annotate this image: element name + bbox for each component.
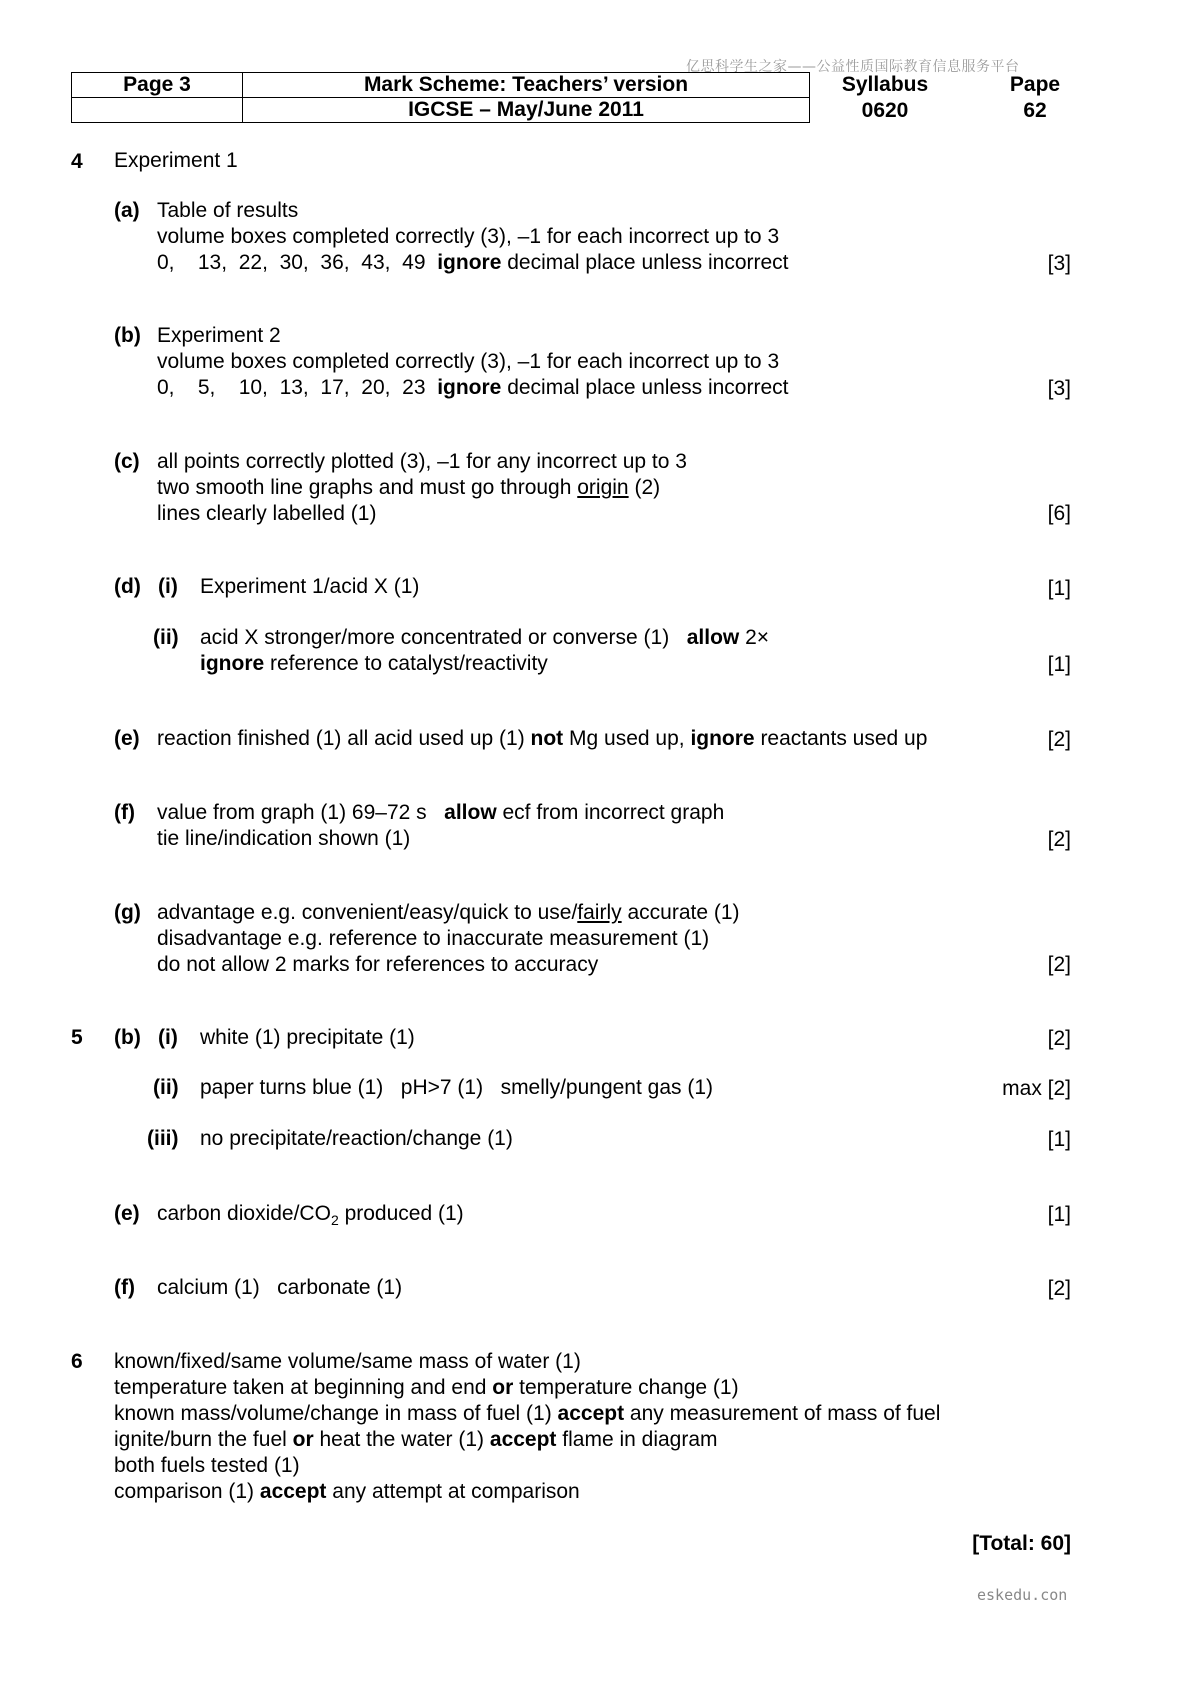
part-5e-mark: [1] <box>1047 1203 1071 1226</box>
part-4a-text: Table of results volume boxes completed correctly (3), –1 for each incorrect up to 3 0, 13, 22, 30, 36, 43, 49 ignore decimal place unless incorrect <box>157 199 789 274</box>
question-6-text: known/fixed/same volume/same mass of water (1) temperature taken at beginning and end or temperature change (1) known mass/volume/change in mass of fuel (1) accept any measurement of mass of fuel ignite/burn the fuel or heat the water (1) accept flame in diagram both fuels tested (1) comparison (1) accept any attempt at comparison <box>114 1350 941 1503</box>
part-5b-i-mark: [2] <box>1047 1027 1071 1050</box>
part-4a-mark: [3] <box>1047 252 1071 275</box>
header-title: Mark Scheme: Teachers’ version <box>243 73 810 98</box>
part-4c-mark: [6] <box>1047 502 1071 525</box>
question-4-number: 4 <box>71 150 83 173</box>
part-4b-label: (b) <box>114 324 141 347</box>
part-5b-ii-text: paper turns blue (1) pH>7 (1) smelly/pungent gas (1) <box>200 1076 714 1099</box>
part-4f-label: (f) <box>114 801 135 824</box>
part-5e-text: carbon dioxide/$CO_2$ produced (1) <box>157 1202 464 1229</box>
part-5b-ii-label: (ii) <box>153 1076 179 1099</box>
part-5b-iii-label: (iii) <box>147 1127 179 1150</box>
part-4f-text: value from graph (1) 69–72 s allow ecf from incorrect graph tie line/indication shown (1) <box>157 801 725 850</box>
part-4d-ii-text: acid X stronger/more concentrated or converse (1) allow 2× ignore reference to catalyst/reactivity <box>200 626 770 675</box>
header-exam: IGCSE – May/June 2011 <box>243 98 810 123</box>
part-4d-i-text: Experiment 1/acid X (1) <box>200 575 420 598</box>
part-4e-mark: [2] <box>1047 728 1071 751</box>
watermark-text: 亿思科学生之家——公益性质国际教育信息服务平台 <box>686 59 1020 75</box>
header-page: Page 3 <box>72 73 243 98</box>
part-4a-label: (a) <box>114 199 140 222</box>
part-5f-text: calcium (1) carbonate (1) <box>157 1276 403 1299</box>
part-4g-label: (g) <box>114 901 141 924</box>
part-4c-text: all points correctly plotted (3), –1 for any incorrect up to 3 two smooth line graphs and must go through origin (2) lines clearly labelled (1) <box>157 450 687 525</box>
part-5f-label: (f) <box>114 1276 135 1299</box>
part-4f-mark: [2] <box>1047 828 1071 851</box>
part-4d-ii-mark: [1] <box>1047 653 1071 676</box>
footer-site: eskedu.con <box>977 1586 1068 1604</box>
part-5b-iii-text: no precipitate/reaction/change (1) <box>200 1127 513 1150</box>
part-5b-label: (b) <box>114 1026 141 1049</box>
part-4b-mark: [3] <box>1047 377 1071 400</box>
header-syllabus-value: 0620 <box>861 99 909 122</box>
question-6-number: 6 <box>71 1350 83 1373</box>
part-5b-iii-mark: [1] <box>1047 1128 1071 1151</box>
part-5f-mark: [2] <box>1047 1277 1071 1300</box>
part-4d-i-label: (i) <box>158 575 178 598</box>
header-paper-label: Pape <box>1009 73 1061 96</box>
part-4e-label: (e) <box>114 727 140 750</box>
part-4g-mark: [2] <box>1047 953 1071 976</box>
part-4d-ii-label: (ii) <box>153 626 179 649</box>
part-4g-text: advantage e.g. convenient/easy/quick to use/fairly accurate (1) disadvantage e.g. reference to inaccurate measurement (1) do not allow 2 marks for references to accuracy <box>157 901 740 976</box>
part-5e-label: (e) <box>114 1202 140 1225</box>
header-syllabus-label: Syllabus <box>841 73 929 96</box>
header-paper-value: 62 <box>1023 99 1047 122</box>
header-empty-cell <box>72 98 243 123</box>
total-marks: [Total: 60] <box>972 1532 1071 1555</box>
part-5b-i-label: (i) <box>158 1026 178 1049</box>
part-4c-label: (c) <box>114 450 140 473</box>
part-4e-text: reaction finished (1) all acid used up (1) not Mg used up, ignore reactants used up <box>157 727 928 750</box>
part-4d-i-mark: [1] <box>1047 577 1071 600</box>
part-4b-text: Experiment 2 volume boxes completed correctly (3), –1 for each incorrect up to 3 0, 5, 10, 13, 17, 20, 23 ignore decimal place unless incorrect <box>157 324 789 399</box>
part-4d-label: (d) <box>114 575 141 598</box>
header-table <box>71 72 810 123</box>
part-5b-ii-mark: max [2] <box>1002 1077 1071 1100</box>
question-5-number: 5 <box>71 1026 83 1049</box>
part-5b-i-text: white (1) precipitate (1) <box>200 1026 415 1049</box>
question-4-title: Experiment 1 <box>114 149 238 172</box>
